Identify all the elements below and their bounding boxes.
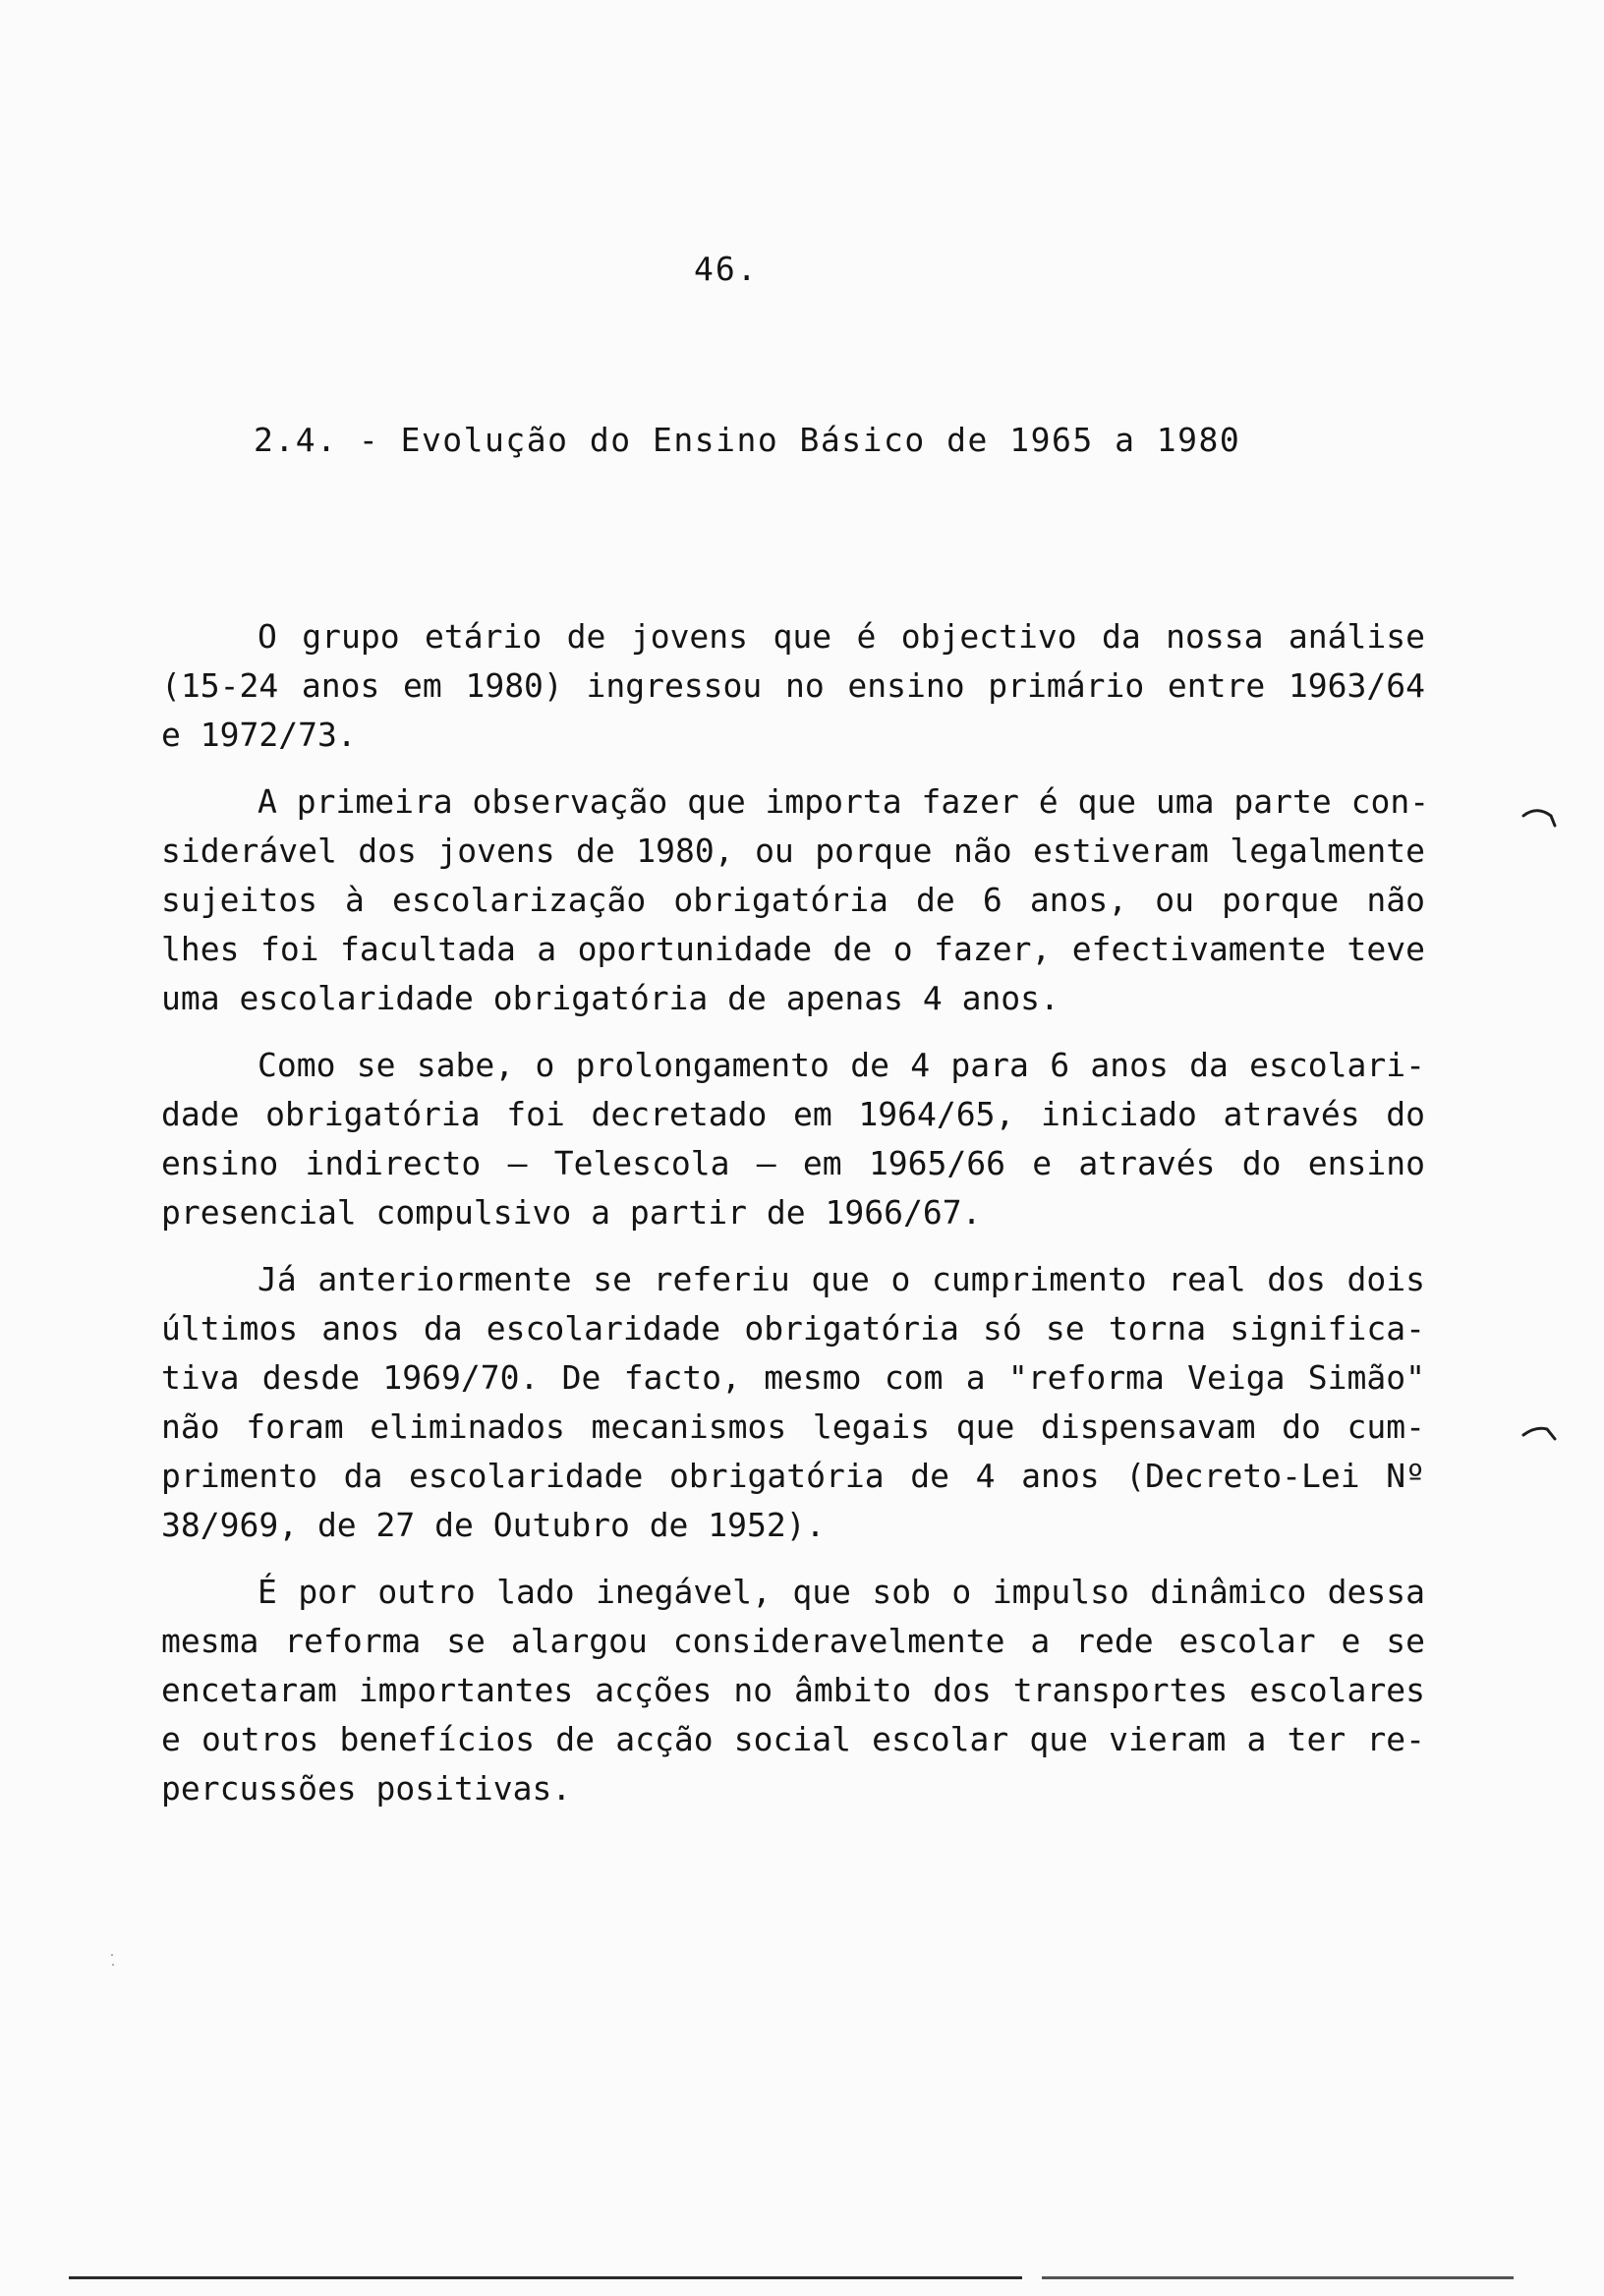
paragraph-1-line-3: e 1972/73. — [161, 716, 357, 754]
paragraph-2-line-5: uma escolaridade obrigatória de apenas 4 anos. — [161, 979, 1060, 1017]
paragraph-2-line-3: sujeitos à escolarização obrigatória de 6 anos, ou porque não — [161, 881, 1425, 919]
paragraph-3-line-2: dade obrigatória foi decretado em 1964/65, iniciado através do — [161, 1095, 1425, 1133]
paragraph-2-line-1: A primeira observação que importa fazer é que uma parte con- — [258, 782, 1430, 821]
scan-speck — [112, 1964, 114, 1966]
margin-mark-bottom — [1521, 1415, 1561, 1445]
paragraph-5-line-5: percussões positivas. — [161, 1769, 572, 1808]
paragraph-2-line-2: siderável dos jovens de 1980, ou porque não estiveram legalmente — [161, 832, 1425, 870]
page-number: 46. — [694, 250, 759, 288]
paragraph-5-line-4: e outros benefícios de acção social escolar que vieram a ter re- — [161, 1720, 1425, 1758]
paragraph-5-line-2: mesma reforma se alargou consideravelmente a rede escolar e se — [161, 1622, 1425, 1660]
margin-mark-top — [1521, 802, 1561, 832]
paragraph-1-line-1: O grupo etário de jovens que é objectivo da nossa análise — [258, 617, 1425, 656]
paragraph-4-line-3: tiva desde 1969/70. De facto, mesmo com a "reforma Veiga Simão" — [161, 1358, 1425, 1397]
paragraph-4-line-2: últimos anos da escolaridade obrigatória só se torna significa- — [161, 1309, 1425, 1348]
paragraph-3-line-1: Como se sabe, o prolongamento de 4 para 6 anos da escolari- — [258, 1046, 1425, 1084]
paragraph-5-line-3: encetaram importantes acções no âmbito dos transportes escolares — [161, 1671, 1425, 1709]
paragraph-1-line-2: (15-24 anos em 1980) ingressou no ensino primário entre 1963/64 — [161, 666, 1425, 705]
bottom-edge-rule-left — [69, 2276, 1022, 2279]
paragraph-4-line-1: Já anteriormente se referiu que o cumprimento real dos dois — [258, 1260, 1425, 1298]
bottom-edge-rule-right — [1042, 2276, 1514, 2279]
paragraph-4-line-4: não foram eliminados mecanismos legais que dispensavam do cum- — [161, 1407, 1425, 1446]
paragraph-3-line-3: ensino indirecto — Telescola — em 1965/66 e através do ensino — [161, 1144, 1425, 1182]
paragraph-4-line-5: primento da escolaridade obrigatória de 4 anos (Decreto-Lei Nº — [161, 1457, 1425, 1495]
paragraph-4-line-6: 38/969, de 27 de Outubro de 1952). — [161, 1506, 826, 1544]
scan-speck — [111, 1954, 113, 1956]
paragraph-2-line-4: lhes foi facultada a oportunidade de o fazer, efectivamente teve — [161, 930, 1425, 968]
paragraph-5-line-1: É por outro lado inegável, que sob o impulso dinâmico dessa — [258, 1573, 1425, 1611]
paragraph-3-line-4: presencial compulsivo a partir de 1966/67. — [161, 1193, 982, 1232]
section-heading: 2.4. - Evolução do Ensino Básico de 1965 a 1980 — [254, 421, 1241, 459]
